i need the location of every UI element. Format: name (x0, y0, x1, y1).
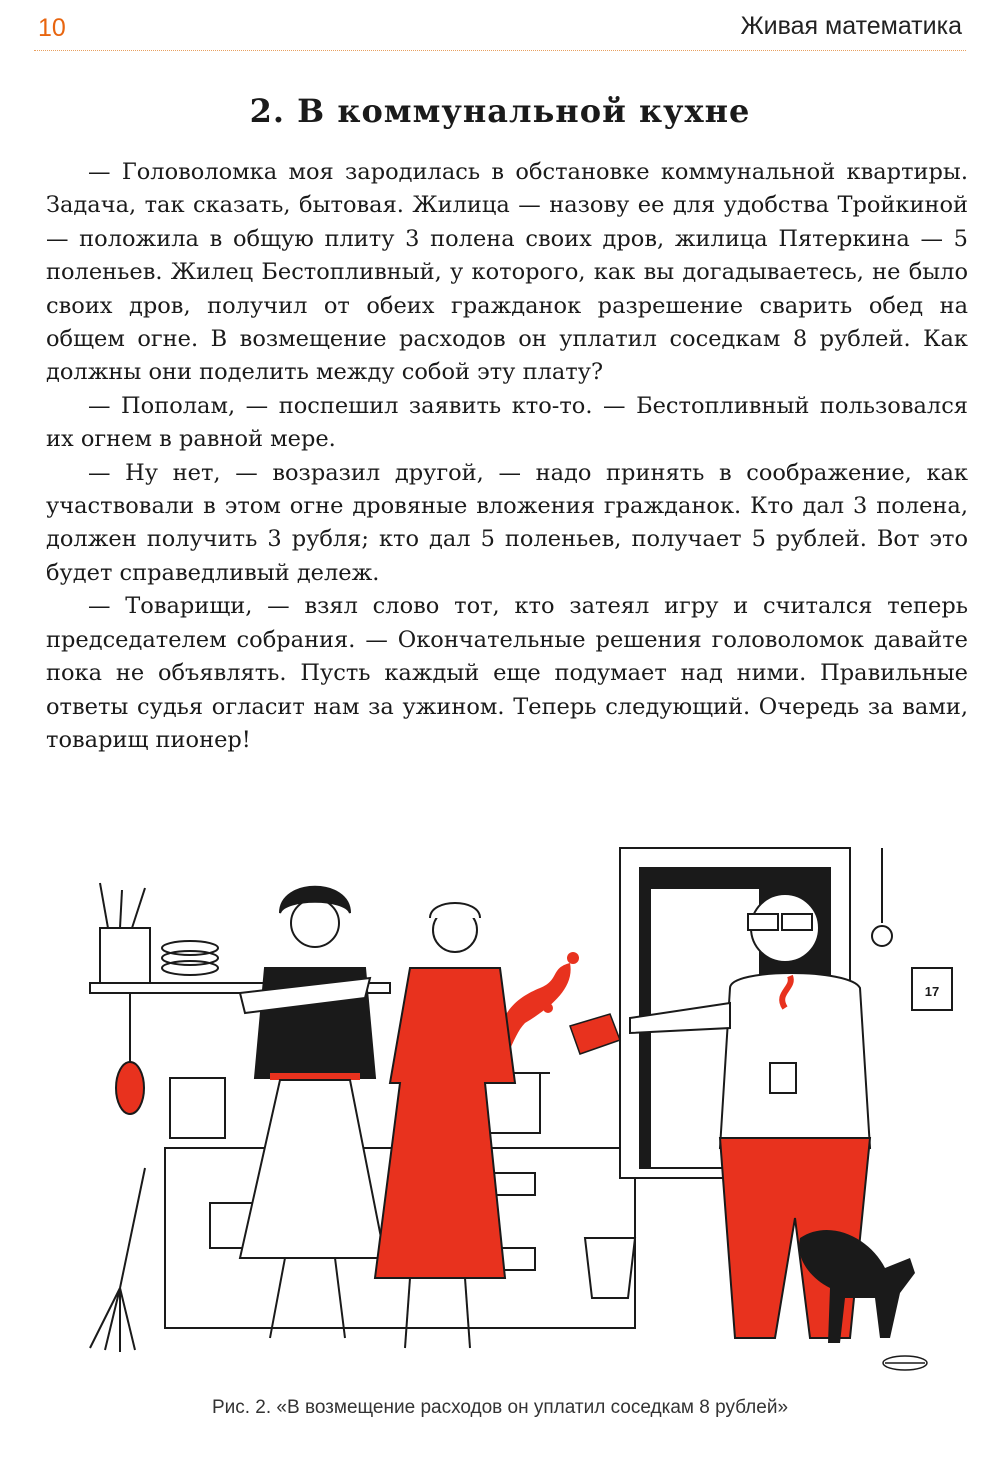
paragraph-4: — Товарищи, — взял слово тот, кто затеял игру и считался теперь председателем собрания. — Окончательные решения головоломок давайте пока не объявлять. Пусть каждый еще подумает над ними. Правильные ответы судья огласит нам за ужином. Теперь следующий. Очередь за вами, товарищ пионер! (46, 593, 968, 753)
stove-pot-left (170, 1078, 225, 1138)
broom (120, 1168, 145, 1288)
paragraph-3: — Ну нет, — возразил другой, — надо принять в соображение, как участвовали в этом огне дровяные вложения гражданок. Кто дал 3 полена, должен получить 3 рубля; кто дал 5 поленьев, получает 5 рублей. Вот это будет справедливый дележ. (46, 459, 968, 586)
figure-caption: Рис. 2. «В возмещение расходов он уплатил соседкам 8 рублей» (211, 1397, 789, 1418)
utensil-pot (100, 928, 150, 983)
body-text (46, 156, 968, 757)
running-title: Живая математика (740, 12, 962, 40)
red-ladle (116, 1062, 144, 1114)
section-title: 2. В коммунальной кухне (249, 92, 751, 130)
kitchen-illustration (70, 818, 960, 1380)
banknote (570, 1014, 620, 1054)
hanging-ring (872, 926, 892, 946)
paragraph-2: — Пополам, — поспешил заявить кто-то. — Бестопливный пользовался их огнем в равной мере. (46, 392, 968, 453)
calendar-day: 17 (924, 984, 940, 999)
page-number: 10 (38, 14, 66, 42)
paragraph-1: — Головоломка моя зародилась в обстановке коммунальной квартиры. Задача, так сказать, бытовая. Жилица — назову ее для удобства Тройкиной — положила в общую плиту 3 полена своих дров, жилица Пятеркина — 5 поленьев. Жилец Бестопливный, у которого, как вы догадываетесь, не было своих дров, получил от обеих гражданок разрешение сварить обед на общем огне. В возмещение расходов он уплатил соседкам 8 рублей. Как должны они поделить между собой эту плату? (46, 159, 968, 386)
header-divider (34, 50, 966, 51)
fish-bones (883, 1356, 927, 1370)
